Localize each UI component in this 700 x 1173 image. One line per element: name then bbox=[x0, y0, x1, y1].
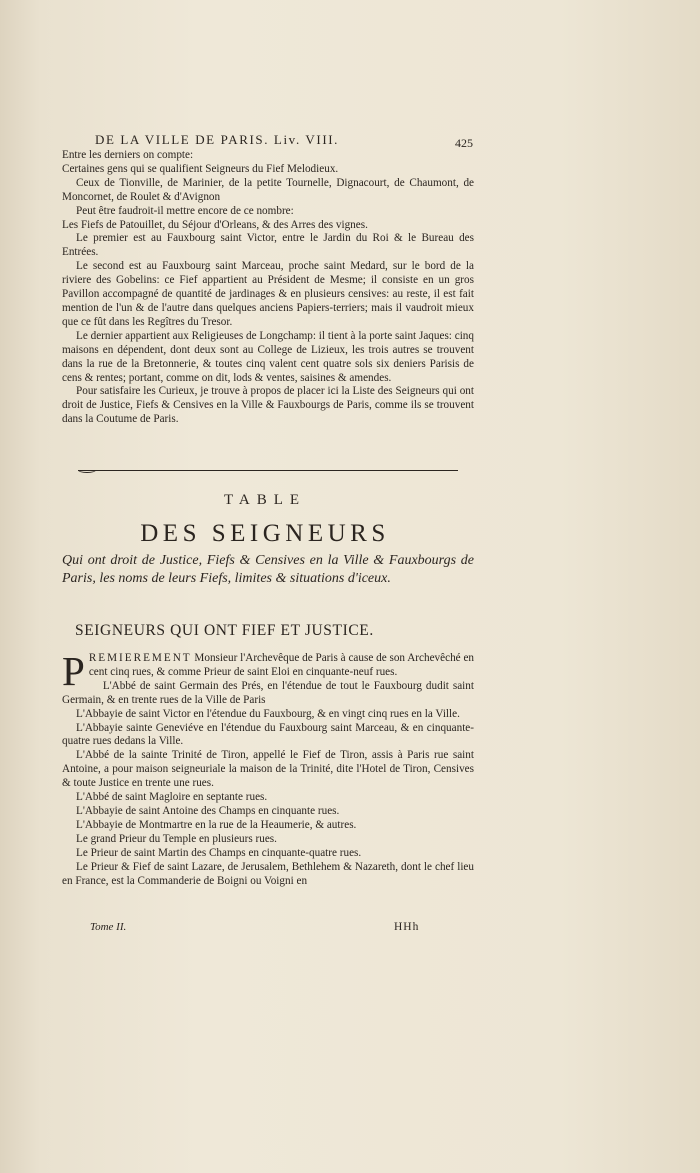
paragraph: Certaines gens qui se qualifient Seigneurs du Fief Melodieux. bbox=[62, 162, 339, 175]
paragraph: L'Abbé de saint Germain des Prés, en l'étendue de tout le Fauxbourg dudit saint Germain, & en trente rues de la Ville de Paris bbox=[62, 679, 474, 706]
ornamental-rule bbox=[78, 470, 458, 475]
paragraph: Le premier est au Fauxbourg saint Victor, entre le Jardin du Roi & le Bureau des Entrées. bbox=[62, 232, 474, 259]
paragraph: L'Abbayie sainte Geneviéve en l'étendue du Fauxbourg saint Marceau, & en cinquante-quatre rues dedans la Ville. bbox=[62, 721, 474, 748]
paragraph: Ceux de Tionville, de Marinier, de la petite Tournelle, Dignacourt, de Chaumont, de Moncornet, de Roulet & d'Avignon bbox=[62, 176, 474, 203]
paragraph: L'Abbayie de saint Victor en l'étendue du Fauxbourg, & en vingt cinq rues en la Ville. bbox=[76, 707, 460, 720]
paragraph: Peut être faudroit-il mettre encore de ce nombre: bbox=[76, 204, 294, 217]
paragraph: L'Abbé de la sainte Trinité de Tiron, appellé le Fief de Tiron, assis à Paris rue saint Antoine, a pour maison seigneuriale la maison de la Trinité, dite l'Hotel de Tiron, Censives & toute Justice en trente une rues. bbox=[62, 749, 474, 790]
paragraph: Pour satisfaire les Curieux, je trouve à propos de placer ici la Liste des Seigneurs qui ont droit de Justice, Fiefs & Censives en la Ville & Fauxbourgs de Paris, comme ils se trouvent dans la Coutume de Paris. bbox=[62, 385, 474, 426]
page-number: 425 bbox=[455, 136, 473, 150]
table-title: DES SEIGNEURS bbox=[140, 520, 390, 547]
paragraph: L'Abbé de saint Magloire en septante rues. bbox=[76, 791, 268, 804]
section-title: SEIGNEURS QUI ONT FIEF ET JUSTICE. bbox=[75, 622, 374, 639]
paragraph: Les Fiefs de Patouillet, du Séjour d'Orleans, & des Arres des vignes. bbox=[62, 218, 368, 231]
running-title: DE LA VILLE DE PARIS. Liv. VIII. bbox=[95, 132, 340, 147]
volume-footer: Tome II. bbox=[90, 921, 127, 933]
signature-mark: HHh bbox=[394, 921, 420, 933]
table-heading-word: TABLE bbox=[223, 492, 307, 508]
first-paragraph-rest: Monsieur l'Archevêque de Paris à cause de son Archevêché en cent cinq rues, & comme Prieur de saint Eloi en cinquante-neuf rues. bbox=[88, 652, 474, 678]
lead-caps: REMIEREMENT bbox=[88, 652, 192, 664]
section1-body bbox=[62, 149, 474, 427]
paragraph: L'Abbayie de saint Antoine des Champs en cinquante rues. bbox=[76, 804, 340, 817]
section2-body bbox=[62, 648, 474, 888]
paragraph: Le dernier appartient aux Religieuses de Longchamp: il tient à la porte saint Jaques: cinq maisons en dépendent, dont deux sont au College de Lizieux, les trois autres se trouvent dans la rue de la Bretonnerie, & toutes cinq valent cent quatre sols six deniers Parisis de cens & rentes; portant, comme on dit, lods & ventes, saisines & amendes. bbox=[62, 329, 474, 384]
table-subtitle: Qui ont droit de Justice, Fiefs & Censives en la Ville & Fauxbourgs de Paris, les noms de leurs Fiefs, limites & situations d'iceux. bbox=[62, 553, 474, 586]
paragraph: L'Abbayie de Montmartre en la rue de la Heaumerie, & autres. bbox=[76, 818, 357, 831]
paragraph: Le Prieur & Fief de saint Lazare, de Jerusalem, Bethlehem & Nazareth, dont le chef lieu en France, est la Commanderie de Boigni ou Voigni en bbox=[62, 860, 474, 887]
drop-cap: P bbox=[62, 648, 85, 694]
paragraph: Le Prieur de saint Martin des Champs en cinquante-quatre rues. bbox=[76, 846, 362, 859]
paragraph: Le grand Prieur du Temple en plusieurs rues. bbox=[76, 832, 277, 845]
paragraph: Entre les derniers on compte: bbox=[62, 149, 194, 161]
paragraph: Le second est au Fauxbourg saint Marceau, proche saint Medard, sur le bord de la riviere des Gobelins: ce Fief appartient au Président de Mesme; il consiste en un gros Pavillon accompagné de quantité de jardinages & en plusieurs censives: au reste, il est fait mention de l'un & de l'autre dans quelques anciens Papiers-terriers; mais il vaudroit mieux que ce fût dans les Regîtres du Tresor. bbox=[62, 260, 474, 328]
